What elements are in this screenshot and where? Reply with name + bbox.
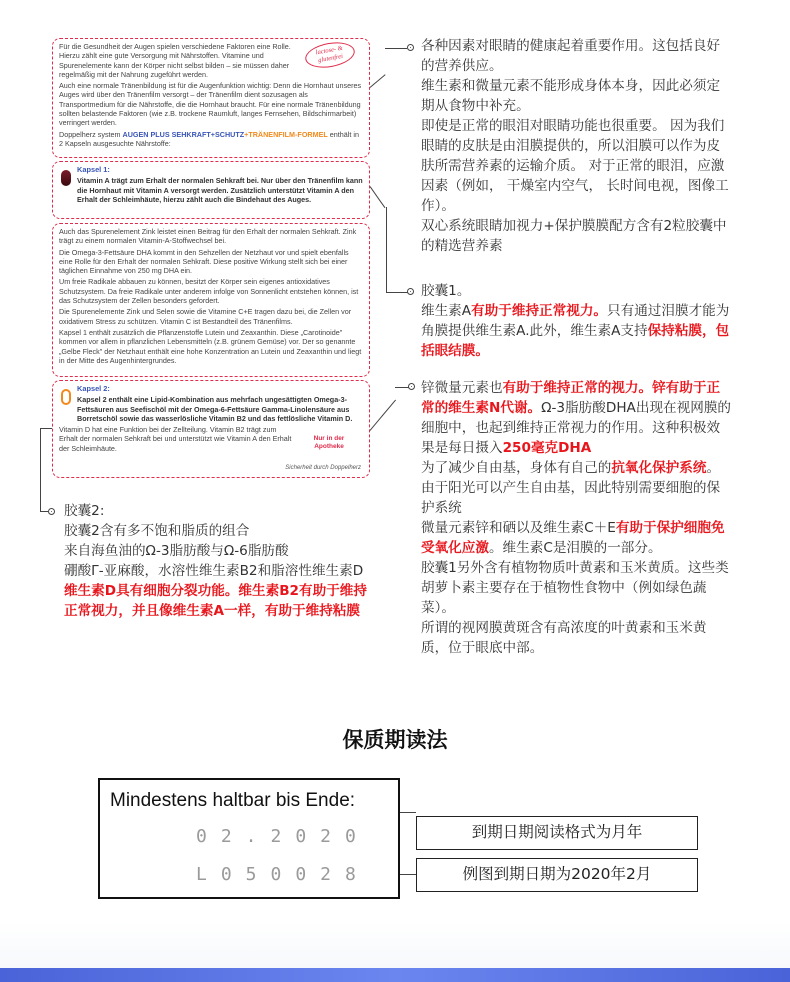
note-capsule2 — [64, 501, 374, 621]
kapsel1-text: Vitamin A trägt zum Erhalt der normalen Sehkraft bei. Nur über den Tränenfilm kann die Hornhaut mit Vitamin A versorgt werden. Zusätzlich unterstützt Vitamin A den Erhalt der Schleimhäute, hierzu zählt auch die Bindehaut des Auges. — [77, 176, 363, 204]
connector-line-4b — [40, 428, 41, 512]
note-minerals-p5: 所谓的视网膜黄斑含有高浓度的叶黄素和玉米黄质，位于眼底中部。 — [421, 620, 707, 656]
leaflet-intro-p2: Auch eine normale Tränenbildung ist für die Augenfunktion wichtig: Denn die Hornhaut unseres Auges wird über den Tränenfilm versorgt – der Tränenfilm dient sozusagen als Transportmedium für die Nährstoffe, die die Hornhaut braucht. Für eine normale Tränenbildung sollten belastende Faktoren (wie z.B. trockene Raumluft, langes Fernsehen, Bildschirmarbeit) verringert werden. — [59, 81, 362, 128]
note-general-l1: 各种因素对眼睛的健康起着重要作用。这包括良好的营养供应。 — [421, 38, 721, 74]
expiry-stamp-date: 02.2020 — [196, 826, 370, 847]
bottom-bar — [0, 968, 790, 982]
leaflet-dha: Die Omega-3-Fettsäure DHA kommt in den Sehzellen der Netzhaut vor und spielt ebenfalls eine Rolle für den Erhalt der normalen Sehkraft. Diese positive Wirkung stellt sich bei einer täglichen Einnahme von 250 mg DHA ein. — [59, 247, 349, 276]
note-capsule2-l3: 硼酸Γ-亚麻酸，水溶性维生素B2和脂溶性维生素D — [64, 563, 364, 579]
bullet-ring-1 — [407, 44, 414, 51]
note-capsule2-l4: 维生素D具有细胞分裂功能。维生素B2有助于维持正常视力，并且像维生素A一样，有助于维持粘膜 — [64, 583, 367, 619]
note-capsule2-l2: 来自海鱼油的Ω-3脂肪酸与Ω-6脂肪酸 — [64, 543, 289, 559]
note-capsule2-l1: 胶囊2含有多不饱和脂质的组合 — [64, 523, 250, 539]
note-general — [421, 36, 731, 256]
note-minerals-p1: 锌微量元素也有助于维持正常的视力。锌有助于正常的维生素N代谢。Ω-3脂肪酸DHA出现在视网膜的细胞中，也起到维持正常视力的作用。这种积极效果是每日摄入250毫克DHA — [421, 380, 732, 456]
connector-line-1b — [385, 48, 407, 49]
connector-line-3b — [395, 387, 409, 388]
expiry-stamp-heading: Mindestens haltbar bis Ende: — [110, 790, 356, 811]
leaflet-intro-p1: Für die Gesundheit der Augen spielen verschiedene Faktoren eine Rolle. Hierzu zählt eine gute Versorgung mit Nährstoffen. Vitamine und Spurenelemente kann der Körper nicht selbst bilden – sie müssen daher regelmäßig mit der Nahrung zugeführt werden. — [59, 42, 291, 79]
lactose-gluten-free-stamp: lactose- & glutenfrei — [303, 39, 356, 71]
note-capsule2-head: 胶囊2: — [64, 503, 105, 519]
leaflet-lutein: Kapsel 1 enthält zusätzlich die Pflanzenstoffe Lutein und Zeaxanthin. Diese „Carotinoide" kommen vor allem in pflanzlichen Lebensmitteln (z.B. grünem Gemüse) vor. Der so genannte „Gelbe Fleck" der Netzhaut enthält eine hohe Konzentration an Lutein und Zeaxanthin und liegt in der Mitte des Augenhintergrundes. — [59, 327, 362, 365]
expiry-stamp-lot: L050028 — [196, 864, 370, 885]
connector-line-4a — [40, 428, 52, 429]
connector-line-2a — [370, 186, 386, 208]
expiry-stamp-image — [98, 778, 400, 899]
expiry-title: 保质期读法 — [342, 728, 448, 752]
note-capsule1-head: 胶囊1。 — [421, 283, 471, 299]
kapsel2-text2: Vitamin D hat eine Funktion bei der Zellteilung. Vitamin B2 trägt zum Erhalt der normalen Sehkraft bei und unterstützt wie Vitamin A den Erhalt der Schleimhäute. — [59, 425, 292, 453]
kapsel2-title: Kapsel 2: — [77, 384, 110, 393]
bullet-ring-4 — [48, 508, 55, 515]
note-minerals-p2: 为了减少自由基，身体有自己的抗氧化保护系统。由于阳光可以产生自由基，因此特别需要细胞的保护系统 — [421, 460, 721, 516]
connector-line-2b — [386, 292, 408, 293]
note-general-l3: 即使是正常的眼泪对眼睛功能也很重要。 因为我们眼睛的皮肤是由泪膜提供的，所以泪膜可以作为皮肤所需营养素的运输介质。 对于正常的眼泪，应激因素（例如， 干燥室内空气， 长时间电视，图像工作）。 — [421, 118, 729, 214]
leaflet-selen: Die Spurenelemente Zink und Selen sowie die Vitamine C+E tragen dazu bei, die Zellen vor oxidativem Stress zu schützen. Vitamin C ist Bestandteil des Tränenfilms. — [59, 307, 352, 326]
connector-line-4c — [40, 511, 48, 512]
pharmacy-badge: Nur in der Apotheke — [313, 435, 345, 450]
leaflet-intro-box — [52, 38, 370, 158]
leaflet-kapsel1-box — [52, 161, 370, 219]
connector-line-2c — [386, 207, 387, 293]
note-minerals-p3: 微量元素锌和硒以及维生素C＋E有助于保护细胞免受氧化应激。维生素C是泪膜的一部分。 — [421, 520, 725, 556]
leaflet-zink: Auch das Spurenelement Zink leistet einen Beitrag für den Erhalt der normalen Sehkraft. Zink trägt zu einem normalen Vitamin-A-Stoffwechsel bei. — [59, 227, 357, 246]
note-minerals — [421, 378, 731, 658]
product-leaflet — [52, 38, 370, 478]
note-capsule1-body: 维生素A有助于维持正常视力。只有通过泪膜才能为角膜提供维生素A.此外，维生素A支持保持粘膜，包括眼结膜。 — [421, 303, 730, 359]
bullet-ring-2 — [407, 288, 414, 295]
bullet-ring-3 — [408, 383, 415, 390]
kapsel2-text: Kapsel 2 enthält eine Lipid-Kombination aus mehrfach ungesättigten Omega-3-Fettsäuren aus Seefischöl mit der Omega-6-Fettsäure Gamma-Linolensäure aus Borretschöl sowie das wasserlösliche Vitamin B2 und das fettlösliche Vitamin D. — [77, 395, 353, 423]
expiry-connector-1 — [400, 812, 416, 813]
kapsel1-title: Kapsel 1: — [77, 165, 110, 174]
note-general-l2: 维生素和微量元素不能形成身体本身，因此必须定期从食物中补充。 — [421, 78, 721, 114]
expiry-format-label: 到期日期阅读格式为月年 — [416, 816, 698, 850]
leaflet-kapsel2-box — [52, 380, 370, 478]
note-general-l4: 双心系统眼睛加视力+保护膜膜配方含有2粒胶囊中的精选营养素 — [421, 218, 727, 254]
capsule2-icon — [61, 389, 71, 405]
capsule1-icon — [61, 170, 71, 186]
note-capsule1 — [421, 281, 731, 361]
expiry-example-label: 例图到期日期为2020年2月 — [416, 858, 698, 892]
connector-line-3a — [370, 400, 397, 431]
leaflet-intro-p3: Doppelherz system AUGEN PLUS SEHKRAFT+SCHUTZ+TRÄNENFILM-FORMEL enthält in 2 Kapseln ausgesuchte Nährstoffe: — [59, 129, 359, 148]
leaflet-radicals: Um freie Radikale abbauen zu können, besitzt der Körper sein eigenes antioxidatives Schutzsystem. Da freie Radikale unter anderem infolge von Sonnenlicht entstehen können, ist das Schutzsystem der Zellen besonders gefordert. — [59, 277, 359, 306]
note-minerals-p4: 胶囊1另外含有植物物质叶黄素和玉米黄质。这些类胡萝卜素主要存在于植物性食物中（例如绿色蔬菜）。 — [421, 560, 729, 616]
brand-signature: Sicherheit durch Doppelherz — [285, 464, 361, 471]
expiry-connector-2 — [400, 874, 416, 875]
connector-line-1a — [370, 74, 386, 88]
leaflet-details-box — [52, 223, 370, 377]
